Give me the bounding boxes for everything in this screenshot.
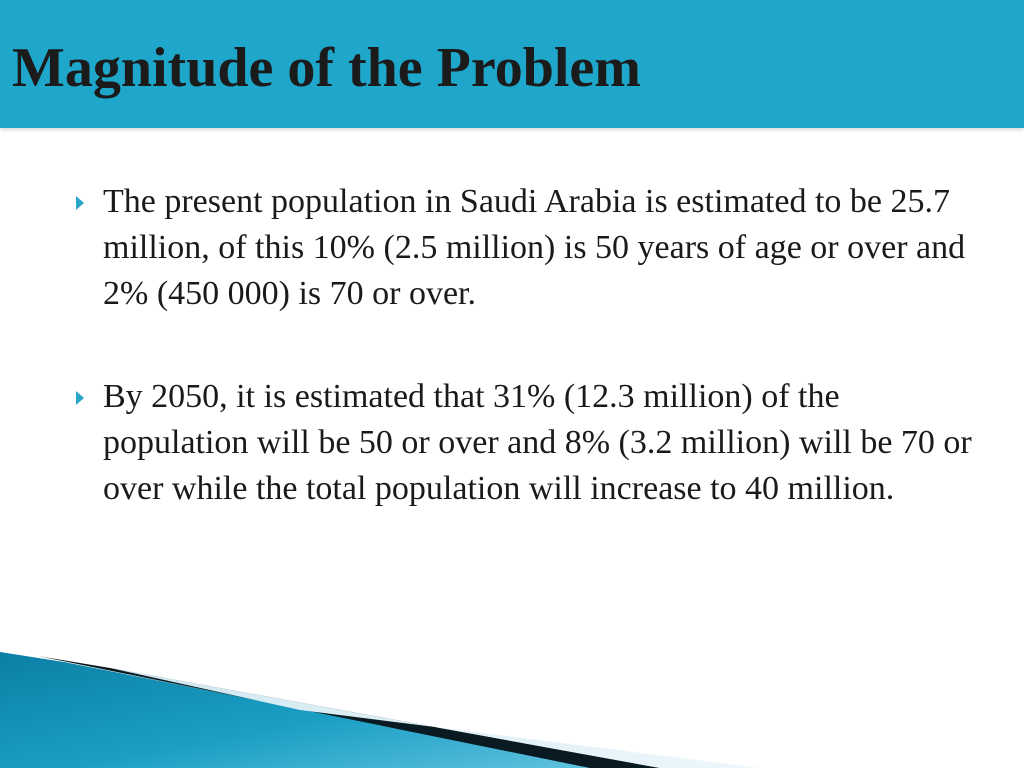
bullet-item: [76, 374, 976, 512]
bullet-item: [76, 179, 976, 317]
wave-swoosh-decoration: [0, 640, 1024, 768]
triangle-right-icon: [76, 391, 84, 405]
title-bar: [0, 0, 1024, 128]
bullet-text: The present population in Saudi Arabia is estimated to be 25.7 million, of this 10% (2.5 million) is 50 years of age or over and 2% (450 000) is 70 or over.: [103, 183, 966, 312]
bullet-text: By 2050, it is estimated that 31% (12.3 million) of the population will be 50 or over and 8% (3.2 million) will be 70 or over while the total population will increase to 40 million.: [103, 378, 972, 507]
triangle-right-icon: [76, 196, 84, 210]
slide-title: Magnitude of the Problem: [12, 37, 641, 99]
bullet-list: [76, 179, 976, 512]
